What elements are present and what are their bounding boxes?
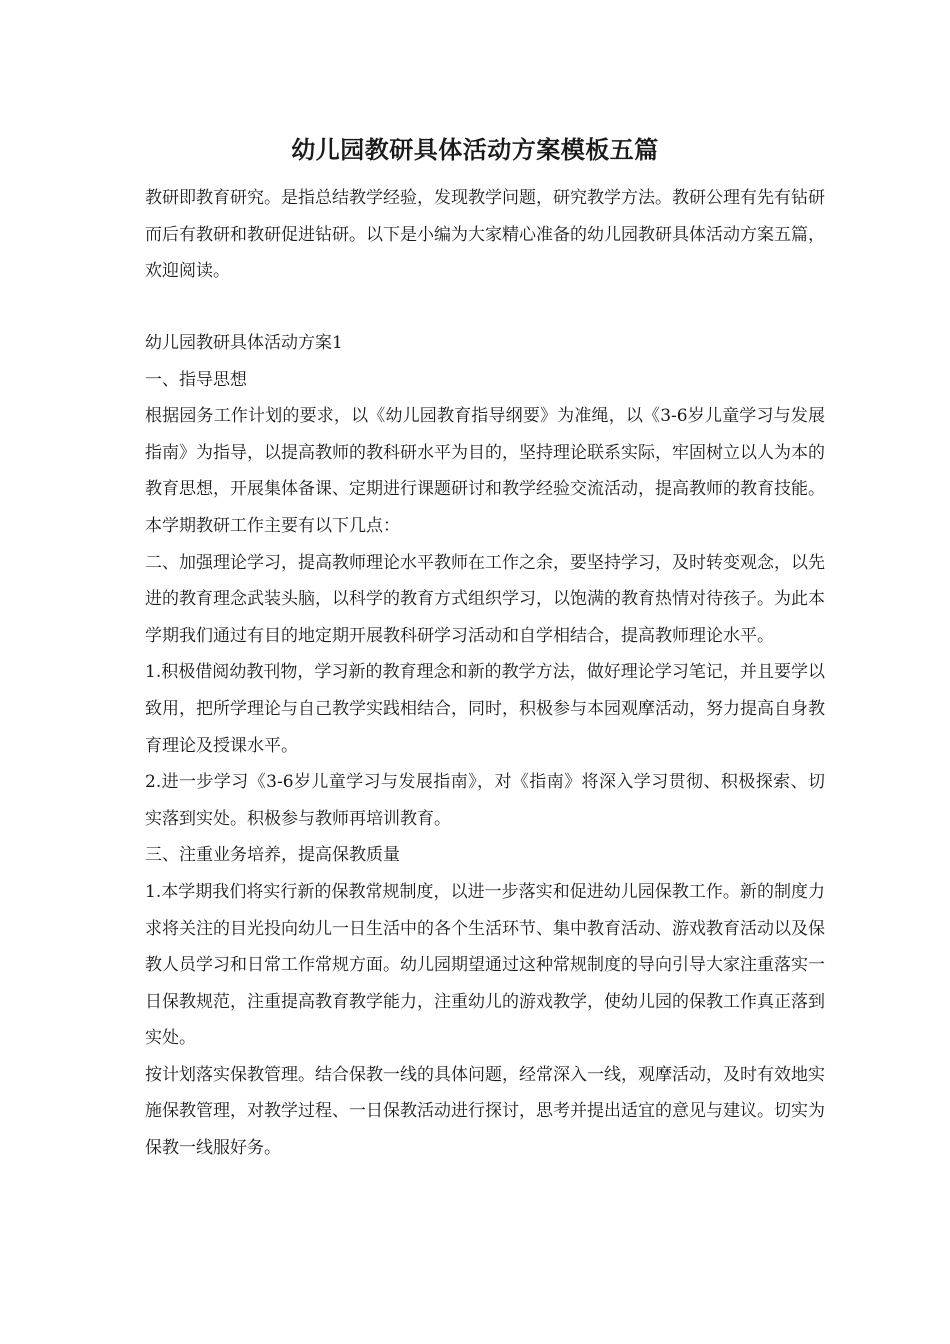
list-item-2: 2.进一步学习《3-6岁儿童学习与发展指南》，对《指南》将深入学习贯彻、积极探索、切实落到实处。积极参与教师再培训教育。 [145,772,825,829]
section-heading-plan-1: 幼儿园教研具体活动方案1 [145,333,343,353]
paragraph-guiding-ideology: 根据园务工作计划的要求，以《幼儿园教育指导纲要》为准绳，以《3-6岁儿童学习与发展指南》为指导，以提高教师的教科研水平为目的，坚持理论联系实际，牢固树立以人为本的教育思想，开展集体备课、定期进行课题研讨和教学经验交流活动，提高教师的教育技能。本学期教研工作主要有以下几点： [145,406,825,536]
list-item-1: 1.积极借阅幼教刊物，学习新的教育理念和新的教学方法，做好理论学习笔记，并且要学以致用，把所学理论与自己教学实践相结合，同时，积极参与本园观摩活动，努力提高自身教育理论及授课水平。 [145,662,825,756]
paragraph-care-management: 按计划落实保教管理。结合保教一线的具体问题，经常深入一线，观摩活动，及时有效地实施保教管理，对教学过程、一日保教活动进行探讨，思考并提出适宜的意见与建议。切实为保教一线服好务。 [145,1064,825,1159]
main-section [145,325,825,1167]
paragraph-theory-study: 二、加强理论学习，提高教师理论水平教师在工作之余，要坚持学习，及时转变观念，以先进的教育理念武装头脑，以科学的教育方式组织学习，以饱满的教育热情对待孩子。为此本学期我们通过有目的地定期开展教科研学习活动和自学相结合，提高教师理论水平。 [145,552,825,646]
document-title: 幼儿园教研具体活动方案模板五篇 [291,135,659,164]
list-item-care-system: 1.本学期我们将实行新的保教常规制度，以进一步落实和促进幼儿园保教工作。新的制度力求将关注的目光投向幼儿一日生活中的各个生活环节、集中教育活动、游戏教育活动以及保教人员学习和日常工作常规方面。幼儿园期望通过这种常规制度的导向引导大家注重落实一日保教规范，注重提高教育教学能力，注重幼儿的游戏教学，使幼儿园的保教工作真正落到实处。 [145,881,825,1049]
intro-section [145,180,825,290]
intro-paragraph: 教研即教育研究。是指总结教学经验，发现教学问题，研究教学方法。教研公理有先有钻研而后有教研和教研促进钻研。以下是小编为大家精心准备的幼儿园教研具体活动方案五篇，欢迎阅读。 [145,188,825,282]
heading-business-training: 三、注重业务培养，提高保教质量 [145,845,400,866]
heading-guiding-ideology: 一、指导思想 [145,369,247,390]
